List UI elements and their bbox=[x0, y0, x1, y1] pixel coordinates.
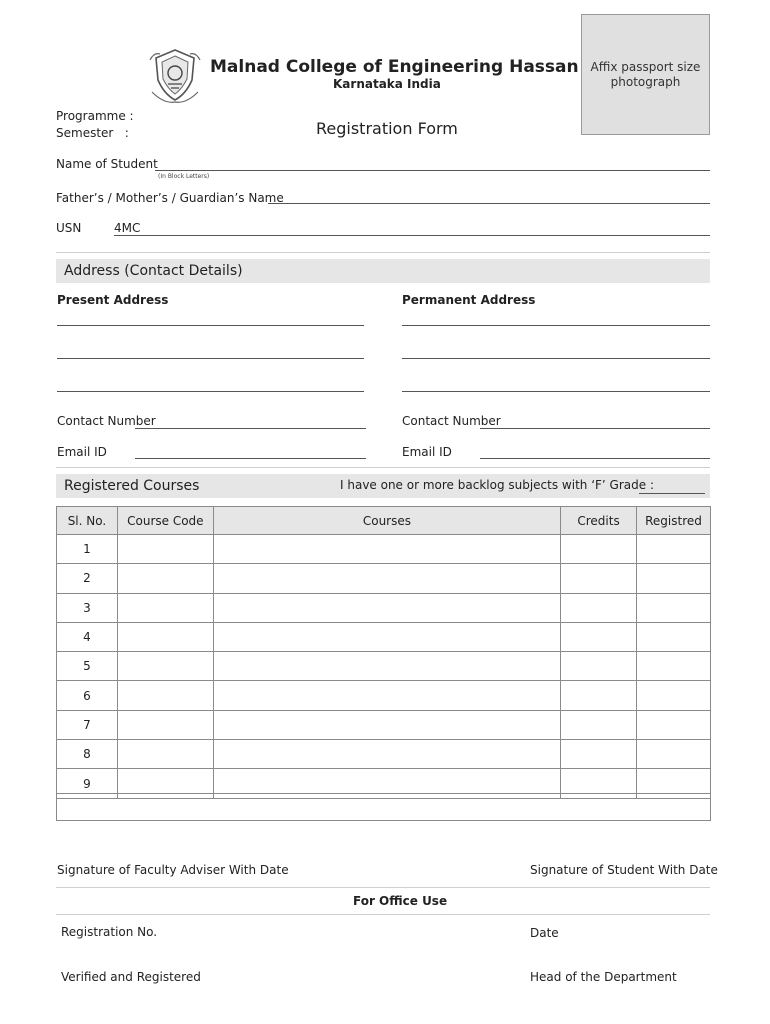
guardian-name-label: Father’s / Mother’s / Guardian’s Name bbox=[56, 191, 284, 205]
cell-registered[interactable] bbox=[637, 622, 711, 651]
courses-table bbox=[56, 506, 711, 799]
cell-credits[interactable] bbox=[561, 564, 637, 593]
registration-number-label: Registration No. bbox=[61, 925, 158, 939]
cell-credits[interactable] bbox=[561, 535, 637, 564]
cell-credits[interactable] bbox=[561, 622, 637, 651]
permanent-address-line-2[interactable] bbox=[402, 358, 710, 359]
cell-course-name[interactable] bbox=[213, 681, 560, 710]
permanent-email-field[interactable] bbox=[480, 458, 710, 459]
cell-sl-no: 8 bbox=[57, 740, 118, 769]
cell-credits[interactable] bbox=[561, 681, 637, 710]
table-row bbox=[57, 710, 711, 739]
permanent-email-label: Email ID bbox=[402, 445, 452, 459]
cell-course-code[interactable] bbox=[117, 622, 213, 651]
cell-course-name[interactable] bbox=[213, 652, 560, 681]
present-address-line-3[interactable] bbox=[57, 391, 364, 392]
cell-registered[interactable] bbox=[637, 652, 711, 681]
table-row bbox=[57, 740, 711, 769]
column-header-registered: Registred bbox=[637, 507, 711, 535]
table-row bbox=[57, 681, 711, 710]
table-row bbox=[57, 535, 711, 564]
cell-course-name[interactable] bbox=[213, 710, 560, 739]
backlog-answer-field[interactable] bbox=[639, 493, 705, 494]
cell-sl-no: 2 bbox=[57, 564, 118, 593]
cell-sl-no: 1 bbox=[57, 535, 118, 564]
cell-course-name[interactable] bbox=[213, 564, 560, 593]
divider bbox=[56, 467, 710, 468]
form-title: Registration Form bbox=[316, 119, 458, 138]
photo-box[interactable] bbox=[581, 14, 710, 135]
cell-registered[interactable] bbox=[637, 535, 711, 564]
table-row bbox=[57, 564, 711, 593]
column-header-courses: Courses bbox=[213, 507, 560, 535]
cell-course-code[interactable] bbox=[117, 710, 213, 739]
cell-sl-no: 7 bbox=[57, 710, 118, 739]
cell-course-name[interactable] bbox=[213, 535, 560, 564]
courses-total-row[interactable] bbox=[56, 793, 711, 821]
cell-credits[interactable] bbox=[561, 740, 637, 769]
cell-course-code[interactable] bbox=[117, 652, 213, 681]
present-address-label: Present Address bbox=[57, 293, 169, 307]
photo-instruction: Affix passport size photograph bbox=[590, 60, 701, 89]
student-signature-label: Signature of Student With Date bbox=[530, 863, 718, 877]
column-header-credits: Credits bbox=[561, 507, 637, 535]
verified-label: Verified and Registered bbox=[61, 970, 201, 984]
cell-course-code[interactable] bbox=[117, 740, 213, 769]
cell-credits[interactable] bbox=[561, 652, 637, 681]
cell-registered[interactable] bbox=[637, 710, 711, 739]
address-section-title: Address (Contact Details) bbox=[64, 263, 243, 279]
cell-registered[interactable] bbox=[637, 681, 711, 710]
cell-course-code[interactable] bbox=[117, 681, 213, 710]
divider bbox=[56, 914, 710, 915]
permanent-address-line-1[interactable] bbox=[402, 325, 710, 326]
guardian-name-field[interactable] bbox=[268, 203, 710, 204]
cell-registered[interactable] bbox=[637, 740, 711, 769]
table-row bbox=[57, 593, 711, 622]
permanent-contact-field[interactable] bbox=[480, 428, 710, 429]
cell-sl-no: 3 bbox=[57, 593, 118, 622]
hod-label: Head of the Department bbox=[530, 970, 677, 984]
student-name-label: Name of Student bbox=[56, 157, 158, 171]
cell-registered[interactable] bbox=[637, 593, 711, 622]
block-letters-hint: (In Block Letters) bbox=[158, 173, 210, 180]
cell-course-name[interactable] bbox=[213, 593, 560, 622]
present-contact-field[interactable] bbox=[135, 428, 366, 429]
present-contact-label: Contact Number bbox=[57, 414, 156, 428]
cell-credits[interactable] bbox=[561, 593, 637, 622]
permanent-contact-label: Contact Number bbox=[402, 414, 501, 428]
cell-course-code[interactable] bbox=[117, 535, 213, 564]
divider bbox=[56, 252, 710, 253]
college-location: Karnataka India bbox=[333, 77, 441, 91]
cell-credits[interactable] bbox=[561, 710, 637, 739]
table-row bbox=[57, 652, 711, 681]
usn-prefix: 4MC bbox=[114, 221, 141, 235]
programme-label: Programme : bbox=[56, 109, 134, 123]
courses-header-row bbox=[57, 507, 711, 535]
student-name-field[interactable] bbox=[155, 170, 710, 171]
date-label: Date bbox=[530, 926, 559, 940]
backlog-question: I have one or more backlog subjects with ‘F’ Grade : bbox=[340, 478, 654, 492]
present-address-line-1[interactable] bbox=[57, 325, 364, 326]
courses-section-title: Registered Courses bbox=[64, 478, 200, 494]
office-use-heading: For Office Use bbox=[353, 894, 448, 908]
semester-label: Semester : bbox=[56, 126, 129, 140]
present-email-label: Email ID bbox=[57, 445, 107, 459]
divider bbox=[56, 887, 710, 888]
permanent-address-line-3[interactable] bbox=[402, 391, 710, 392]
usn-field[interactable] bbox=[114, 235, 710, 236]
column-header-sl-no: Sl. No. bbox=[57, 507, 118, 535]
college-name: Malnad College of Engineering Hassan bbox=[210, 57, 579, 77]
cell-sl-no: 4 bbox=[57, 622, 118, 651]
cell-course-name[interactable] bbox=[213, 622, 560, 651]
column-header-course-code: Course Code bbox=[117, 507, 213, 535]
permanent-address-label: Permanent Address bbox=[402, 293, 536, 307]
cell-registered[interactable] bbox=[637, 564, 711, 593]
cell-sl-no: 9 bbox=[57, 769, 118, 798]
present-email-field[interactable] bbox=[135, 458, 366, 459]
faculty-signature-label: Signature of Faculty Adviser With Date bbox=[57, 863, 289, 877]
cell-course-code[interactable] bbox=[117, 564, 213, 593]
table-row bbox=[57, 622, 711, 651]
present-address-line-2[interactable] bbox=[57, 358, 364, 359]
cell-sl-no: 6 bbox=[57, 681, 118, 710]
usn-label: USN bbox=[56, 221, 82, 235]
college-emblem-icon bbox=[146, 46, 204, 104]
cell-course-code[interactable] bbox=[117, 593, 213, 622]
cell-sl-no: 5 bbox=[57, 652, 118, 681]
cell-course-name[interactable] bbox=[213, 740, 560, 769]
